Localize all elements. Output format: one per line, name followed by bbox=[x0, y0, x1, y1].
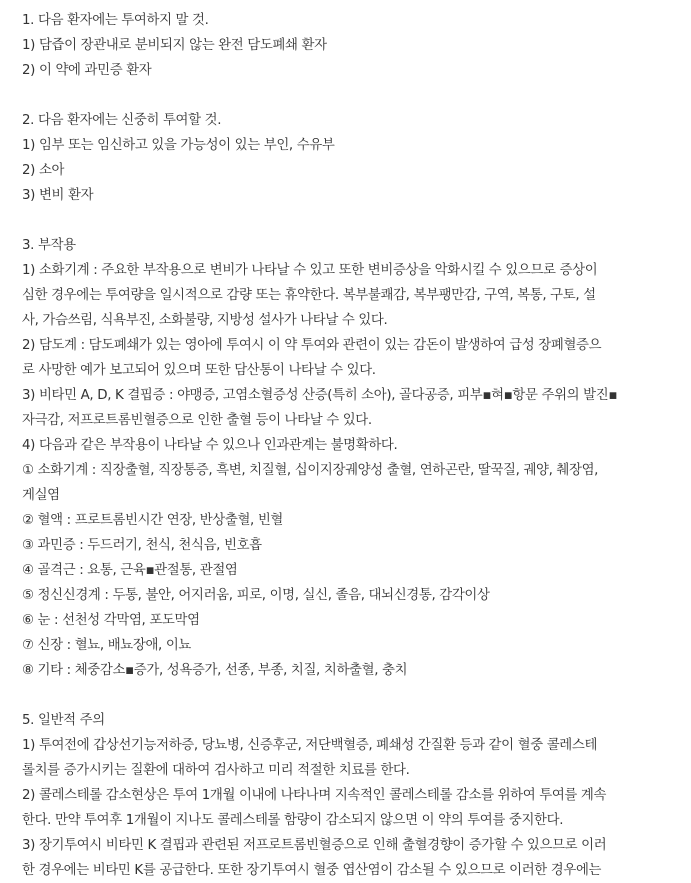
text-line: ③ 과민증 : 두드러기, 천식, 천식음, 빈호흡 bbox=[22, 538, 262, 553]
text-line: ② 혈액 : 프로트롬빈시간 연장, 반상출혈, 빈혈 bbox=[22, 513, 284, 528]
text-line: 3. 부작용 bbox=[22, 238, 76, 253]
text-line: 3) 변비 환자 bbox=[22, 188, 94, 203]
text-line: 로 사망한 예가 보고되어 있으며 또한 담산통이 나타날 수 있다. bbox=[22, 363, 376, 378]
text-line: ④ 골격근 : 요통, 근육▪관절통, 관절염 bbox=[22, 563, 238, 578]
text-line: 1) 투여전에 갑상선기능저하증, 당뇨병, 신증후군, 저단백혈증, 폐쇄성 간질환 등과 같이 혈중 콜레스테 bbox=[22, 738, 598, 753]
blank-line bbox=[22, 208, 686, 233]
document-body bbox=[22, 8, 686, 883]
text-line: 한 경우에는 비타민 K를 공급한다. 또한 장기투여시 혈중 엽산염이 감소될 수 있으므로 이러한 경우에는 bbox=[22, 863, 602, 878]
blank-line bbox=[22, 683, 686, 708]
text-line: 2) 소아 bbox=[22, 163, 65, 178]
text-line: 2) 콜레스테롤 감소현상은 투여 1개월 이내에 나타나며 지속적인 콜레스테롤 감소를 위하여 투여를 계속 bbox=[22, 788, 607, 803]
text-line: 게실염 bbox=[22, 488, 60, 503]
text-line: 5. 일반적 주의 bbox=[22, 713, 105, 728]
blank-line bbox=[22, 83, 686, 108]
text-line: 1) 임부 또는 임신하고 있을 가능성이 있는 부인, 수유부 bbox=[22, 138, 335, 153]
text-line: 2) 이 약에 과민증 환자 bbox=[22, 63, 152, 78]
text-line: 2. 다음 환자에는 신중히 투여할 것. bbox=[22, 113, 222, 128]
text-line: 사, 가슴쓰림, 식욕부진, 소화불량, 지방성 설사가 나타날 수 있다. bbox=[22, 313, 388, 328]
text-line: ⑤ 정신신경계 : 두통, 불안, 어지러움, 피로, 이명, 실신, 졸음, 대뇌신경통, 감각이상 bbox=[22, 588, 490, 603]
text-line: 심한 경우에는 투여량을 일시적으로 감량 또는 휴약한다. 복부불쾌감, 복부팽만감, 구역, 복통, 구토, 설 bbox=[22, 288, 596, 303]
text-line: 1) 소화기계 : 주요한 부작용으로 변비가 나타날 수 있고 또한 변비증상을 악화시킬 수 있으므로 증상이 bbox=[22, 263, 598, 278]
text-line: ① 소화기계 : 직장출혈, 직장통증, 흑변, 치질혈, 십이지장궤양성 출혈, 연하곤란, 딸꾹질, 궤양, 췌장염, bbox=[22, 463, 599, 478]
text-line: 한다. 만약 투여후 1개월이 지나도 콜레스테롤 함량이 감소되지 않으면 이 약의 투여를 중지한다. bbox=[22, 813, 564, 828]
text-line: 1. 다음 환자에는 투여하지 말 것. bbox=[22, 13, 209, 28]
text-line: 3) 장기투여시 비타민 K 결핍과 관련된 저프로트롬빈혈증으로 인해 출혈경향이 증가할 수 있으므로 이러 bbox=[22, 838, 607, 853]
text-line: 롤치를 증가시키는 질환에 대하여 검사하고 미리 적절한 치료를 한다. bbox=[22, 763, 410, 778]
text-line: ⑧ 기타 : 체중감소▪증가, 성욕증가, 선종, 부종, 치질, 치하출혈, 충치 bbox=[22, 663, 408, 678]
text-line: 3) 비타민 A, D, K 결핍증 : 야맹증, 고염소혈증성 산증(특히 소아), 골다공증, 피부▪혀▪항문 주위의 발진▪ bbox=[22, 388, 618, 403]
text-line: 1) 담즙이 장관내로 분비되지 않는 완전 담도폐쇄 환자 bbox=[22, 38, 327, 53]
text-line: 자극감, 저프로트롬빈혈증으로 인한 출혈 등이 나타날 수 있다. bbox=[22, 413, 372, 428]
text-line: ⑥ 눈 : 선천성 각막염, 포도막염 bbox=[22, 613, 200, 628]
text-line: ⑦ 신장 : 혈뇨, 배뇨장애, 이뇨 bbox=[22, 638, 192, 653]
text-line: 2) 담도계 : 담도폐쇄가 있는 영아에 투여시 이 약 투여와 관련이 있는 감돈이 발생하여 급성 장폐혈증으 bbox=[22, 338, 602, 353]
text-line: 4) 다음과 같은 부작용이 나타날 수 있으나 인과관계는 불명확하다. bbox=[22, 438, 398, 453]
